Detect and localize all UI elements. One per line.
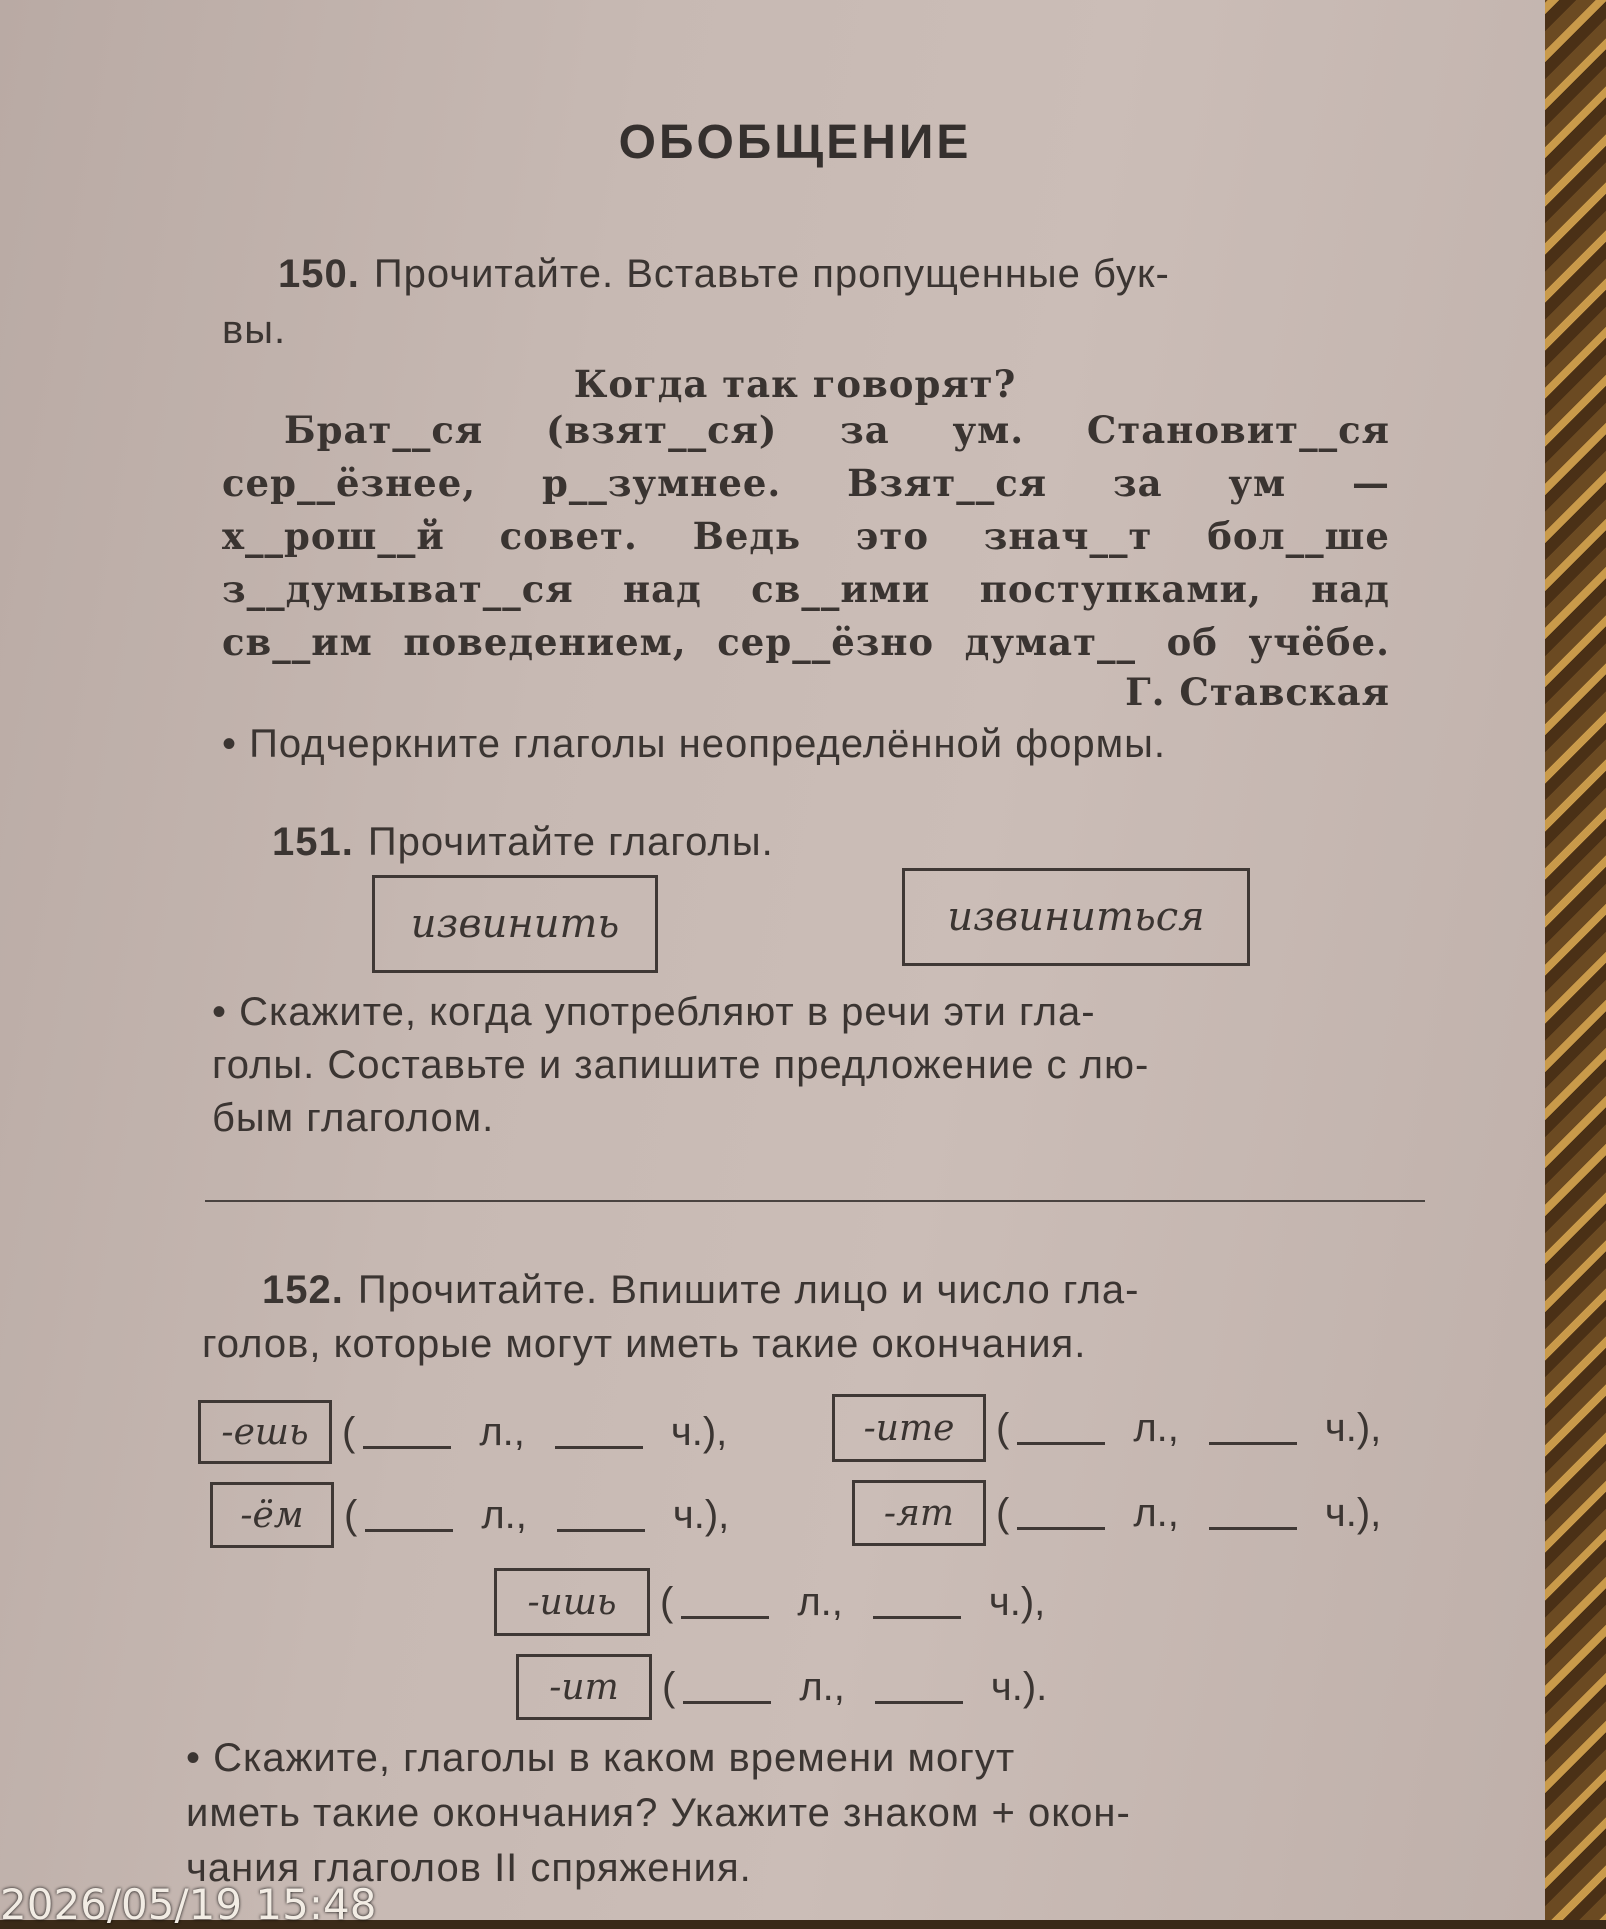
ex150-author: Г. Ставская [1125, 670, 1390, 714]
ex151-bullet [212, 990, 1149, 1141]
word: св__ими [751, 567, 931, 611]
person-blank[interactable] [683, 1671, 771, 1704]
word: об [1166, 620, 1218, 664]
person-blank[interactable] [681, 1586, 769, 1619]
photo-timestamp: 2026/05/19 15:48 [0, 1880, 377, 1929]
ex151-task [272, 820, 774, 865]
paren: ( [662, 1664, 676, 1709]
number-blank[interactable] [873, 1586, 961, 1619]
word: бол__ше [1207, 514, 1390, 558]
word: з__думыват__ся [222, 567, 574, 611]
ex150-task-line1: Прочитайте. Вставьте пропущенные бук- [373, 252, 1170, 296]
ending-row [832, 1394, 1381, 1462]
number-blank[interactable] [557, 1499, 645, 1532]
ex152-task-line2: голов, которые могут иметь такие окончания. [202, 1322, 1087, 1366]
word: думат__ [964, 620, 1137, 664]
word: Брат__ся [284, 408, 484, 452]
ex150-task [278, 252, 1170, 297]
word: х__рош__й [222, 514, 445, 558]
number-label: ч.), [1324, 1490, 1382, 1535]
verb-box-1: извинить [372, 875, 658, 973]
paren: ( [344, 1492, 358, 1537]
ex151-bullet-line1: • Скажите, когда употребляют в речи эти гла- [212, 990, 1096, 1034]
person-label: л., [481, 1492, 527, 1537]
person-blank[interactable] [1017, 1412, 1105, 1445]
ending-row [198, 1400, 727, 1464]
number-blank[interactable] [1209, 1497, 1297, 1530]
ex151-bullet-line2: голы. Составьте и запишите предложение с лю- [212, 1043, 1150, 1087]
ex151-bullet-line3: бым глаголом. [212, 1096, 495, 1140]
word: над [1311, 567, 1390, 611]
person-blank[interactable] [1017, 1497, 1105, 1530]
word: поведением, [403, 620, 687, 664]
ex150-task-line2: вы. [222, 308, 287, 352]
page-title: ОБОБЩЕНИЕ [618, 116, 972, 169]
paren: ( [996, 1405, 1010, 1450]
ending-box: -ят [852, 1480, 986, 1546]
text-line-2 [222, 461, 1390, 505]
person-label: л., [1133, 1490, 1179, 1535]
word: сер__ёзнее, [222, 461, 477, 505]
ending-box: -ём [210, 1482, 334, 1548]
word: Становит__ся [1086, 408, 1390, 452]
word: св__им [222, 620, 373, 664]
ex152-bullet [186, 1736, 1131, 1891]
word: Взят__ся [847, 461, 1048, 505]
ending-row [852, 1480, 1381, 1546]
ex150-text [222, 408, 1390, 714]
person-blank[interactable] [363, 1416, 451, 1449]
ex152-task-line1: Прочитайте. Впишите лицо и число гла- [357, 1268, 1140, 1312]
word: — [1352, 461, 1390, 505]
word: совет. [499, 514, 638, 558]
word: (взят__ся) [545, 408, 778, 452]
word: ум. [952, 408, 1025, 452]
ending-box: -ишь [494, 1568, 650, 1636]
word: Ведь [692, 514, 802, 558]
paren: ( [342, 1409, 356, 1454]
word: за [840, 408, 890, 452]
answer-line[interactable] [205, 1200, 1425, 1202]
verb-box-2: извиниться [902, 868, 1250, 966]
ending-row [516, 1654, 1047, 1720]
ex152-number: 152. [262, 1268, 344, 1312]
person-label: л., [479, 1409, 525, 1454]
word: это [855, 514, 930, 558]
number-blank[interactable] [1209, 1412, 1297, 1445]
ending-box: -ешь [198, 1400, 332, 1464]
ex152-bullet-line1: • Скажите, глаголы в каком времени могут [186, 1736, 1016, 1780]
word: учёбе. [1248, 620, 1390, 664]
paren: ( [660, 1579, 674, 1624]
number-label: ч.), [672, 1492, 730, 1537]
person-label: л., [797, 1579, 843, 1624]
ending-row [494, 1568, 1045, 1636]
number-label: ч.), [670, 1409, 728, 1454]
word: р__зумнее. [541, 461, 782, 505]
ex152-task [262, 1268, 1139, 1313]
text-line-5 [222, 620, 1390, 664]
person-label: л., [799, 1664, 845, 1709]
person-label: л., [1133, 1405, 1179, 1450]
paren: ( [996, 1490, 1010, 1535]
ex150-subtitle: Когда так говорят? [573, 362, 1017, 406]
person-blank[interactable] [365, 1499, 453, 1532]
ex150-bullet: • Подчеркните глаголы неопределённой формы. [222, 722, 1166, 766]
number-blank[interactable] [555, 1416, 643, 1449]
text-line-1 [284, 408, 1390, 452]
word: сер__ёзно [717, 620, 935, 664]
word: за [1112, 461, 1163, 505]
ex150-number: 150. [278, 252, 360, 296]
number-label: ч.), [1324, 1405, 1382, 1450]
ex151-task-text: Прочитайте глаголы. [367, 820, 774, 864]
number-label: ч.). [990, 1664, 1048, 1709]
word: знач__т [983, 514, 1153, 558]
ex152-bullet-line2: иметь такие окончания? Укажите знаком + окон- [186, 1791, 1131, 1835]
ex152-bullet-line3: чания глаголов II спряжения. [186, 1846, 752, 1890]
ex151-number: 151. [272, 820, 354, 864]
text-line-3 [222, 514, 1390, 558]
word: над [623, 567, 702, 611]
ending-box: -ит [516, 1654, 652, 1720]
number-label: ч.), [988, 1579, 1046, 1624]
text-line-4 [222, 567, 1390, 611]
number-blank[interactable] [875, 1671, 963, 1704]
ending-row [210, 1482, 729, 1548]
word: ум [1228, 461, 1287, 505]
word: поступками, [979, 567, 1262, 611]
ending-box: -ите [832, 1394, 986, 1462]
